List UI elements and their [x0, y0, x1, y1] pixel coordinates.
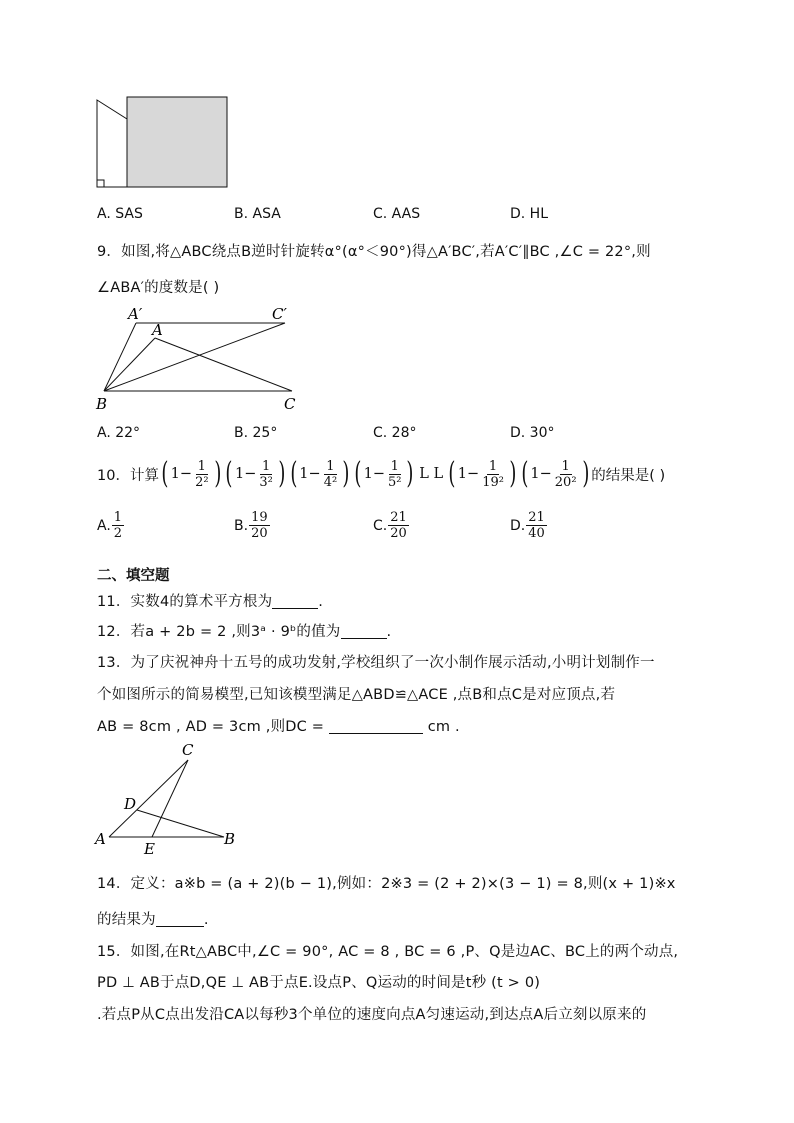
q10-f3-one: 1 [299, 466, 309, 482]
q13-label-b: B [224, 830, 236, 848]
q10-f5-one: 1 [457, 466, 468, 482]
q8-option-a[interactable]: A. SAS [97, 206, 143, 222]
q12-answer-blank[interactable] [341, 624, 387, 639]
q10-option-a[interactable]: A. $\frac{1}{2}$ [97, 510, 123, 541]
q10-prefix: 10．计算 [97, 467, 159, 484]
q9-option-d[interactable]: D. 30° [510, 425, 555, 441]
q11-answer-blank[interactable] [272, 594, 318, 609]
q10-stem: 10．计算 ( 1 − $\frac{1}{\text{2²}}$ ) ( 1 − $\frac{1}{\text{3²}}$ ) ( 1 − $\frac{1}{\text{4²}}$ ) ( 1 − $\frac{1}{\text{5²}}$ ) L L ( 1 − $\frac{1}{\text{19²}}$ ) ( 1 − $\frac{1}{\text{20²}}$ ) 的结果是( ) [97, 456, 666, 491]
q9-label-c-prime: C′ [272, 305, 287, 323]
q10-option-c[interactable]: C. $\frac{21}{20}$ [373, 510, 407, 541]
q9-label-c: C [284, 395, 296, 413]
q9-label-a: A [152, 321, 163, 339]
q10-f1-one: 1 [170, 466, 180, 482]
q14-stem-line1: 14．定义：a※b = (a + 2)(b − 1),例如：2※3 = (2 + 2)×(3 − 1) = 8,则(x + 1)※x [97, 876, 676, 892]
q12-stem: 12．若a + 2b = 2 ,则3ᵃ · 9ᵇ的值为 . [97, 624, 392, 640]
q10-f4-one: 1 [363, 466, 373, 482]
q10-suffix: 的结果是( ) [591, 467, 666, 484]
q10-f6-frac: $\frac{1}{\text{20²}}$ [554, 458, 577, 490]
q15-stem-line3: .若点P从C点出发沿CA以每秒3个单位的速度向点A匀速运动,到达点A后立刻以原来的 [97, 1007, 647, 1023]
q10-f5-frac: $\frac{1}{\text{19²}}$ [482, 458, 504, 490]
q9-label-a-prime: A′ [128, 305, 143, 323]
q10-f1-frac: $\frac{1}{\text{2²}}$ [195, 458, 209, 490]
q10-f2-frac: $\frac{1}{\text{3²}}$ [259, 458, 273, 490]
q9-figure [92, 303, 312, 413]
q9-stem-line1: 9．如图,将△ABC绕点B逆时针旋转α°(α°＜90°)得△A′BC′,若A′C′∥BC ,∠C = 22°,则 [97, 244, 651, 260]
q8-option-b[interactable]: B. ASA [234, 206, 281, 222]
q14-answer-blank[interactable] [156, 912, 204, 927]
q13-stem-line1: 13．为了庆祝神舟十五号的成功发射,学校组织了一次小制作展示活动,小明计划制作一 [97, 655, 655, 671]
q13-label-e: E [144, 840, 155, 858]
q10-f2-one: 1 [234, 466, 245, 482]
q8-figure [94, 94, 230, 192]
q10-f4-frac: $\frac{1}{\text{5²}}$ [388, 458, 402, 490]
q13-label-a: A [95, 830, 106, 848]
section-title-fill-in: 二、填空题 [97, 568, 170, 584]
q10-option-d[interactable]: D. $\frac{21}{40}$ [510, 510, 545, 541]
q10-ellipsis: L L [419, 466, 444, 482]
q15-stem-line1: 15．如图,在Rt△ABC中,∠C = 90°, AC = 8 , BC = 6 ,P、Q是边AC、BC上的两个动点, [97, 944, 679, 960]
q10-f6-one: 1 [530, 466, 540, 482]
q9-label-b: B [96, 395, 108, 413]
q13-label-c: C [182, 741, 194, 759]
q14-stem-line2: 的结果为 . [97, 912, 209, 928]
q13-answer-blank[interactable] [329, 719, 423, 734]
q13-figure [92, 740, 242, 858]
q9-stem-line2: ∠ABA′的度数是( ) [97, 280, 220, 296]
q15-stem-line2: PD ⊥ AB于点D,QE ⊥ AB于点E.设点P、Q运动的时间是t秒 (t > 0) [97, 975, 541, 991]
q11-stem: 11．实数4的算术平方根为 . [97, 594, 324, 610]
q13-stem-line2: 个如图所示的简易模型,已知该模型满足△ABD≌△ACE ,点B和点C是对应顶点,若 [97, 687, 616, 703]
q8-option-c[interactable]: C. AAS [373, 206, 421, 222]
q10-option-b[interactable]: B. $\frac{19}{20}$ [234, 510, 268, 541]
q9-option-a[interactable]: A. 22° [97, 425, 141, 441]
q10-f3-frac: $\frac{1}{\text{4²}}$ [323, 458, 338, 490]
q13-stem-line3: AB = 8cm , AD = 3cm ,则DC = cm . [97, 719, 460, 735]
q9-option-b[interactable]: B. 25° [234, 425, 278, 441]
q9-option-c[interactable]: C. 28° [373, 425, 417, 441]
q13-label-d: D [124, 795, 137, 813]
q8-option-d[interactable]: D. HL [510, 206, 549, 222]
